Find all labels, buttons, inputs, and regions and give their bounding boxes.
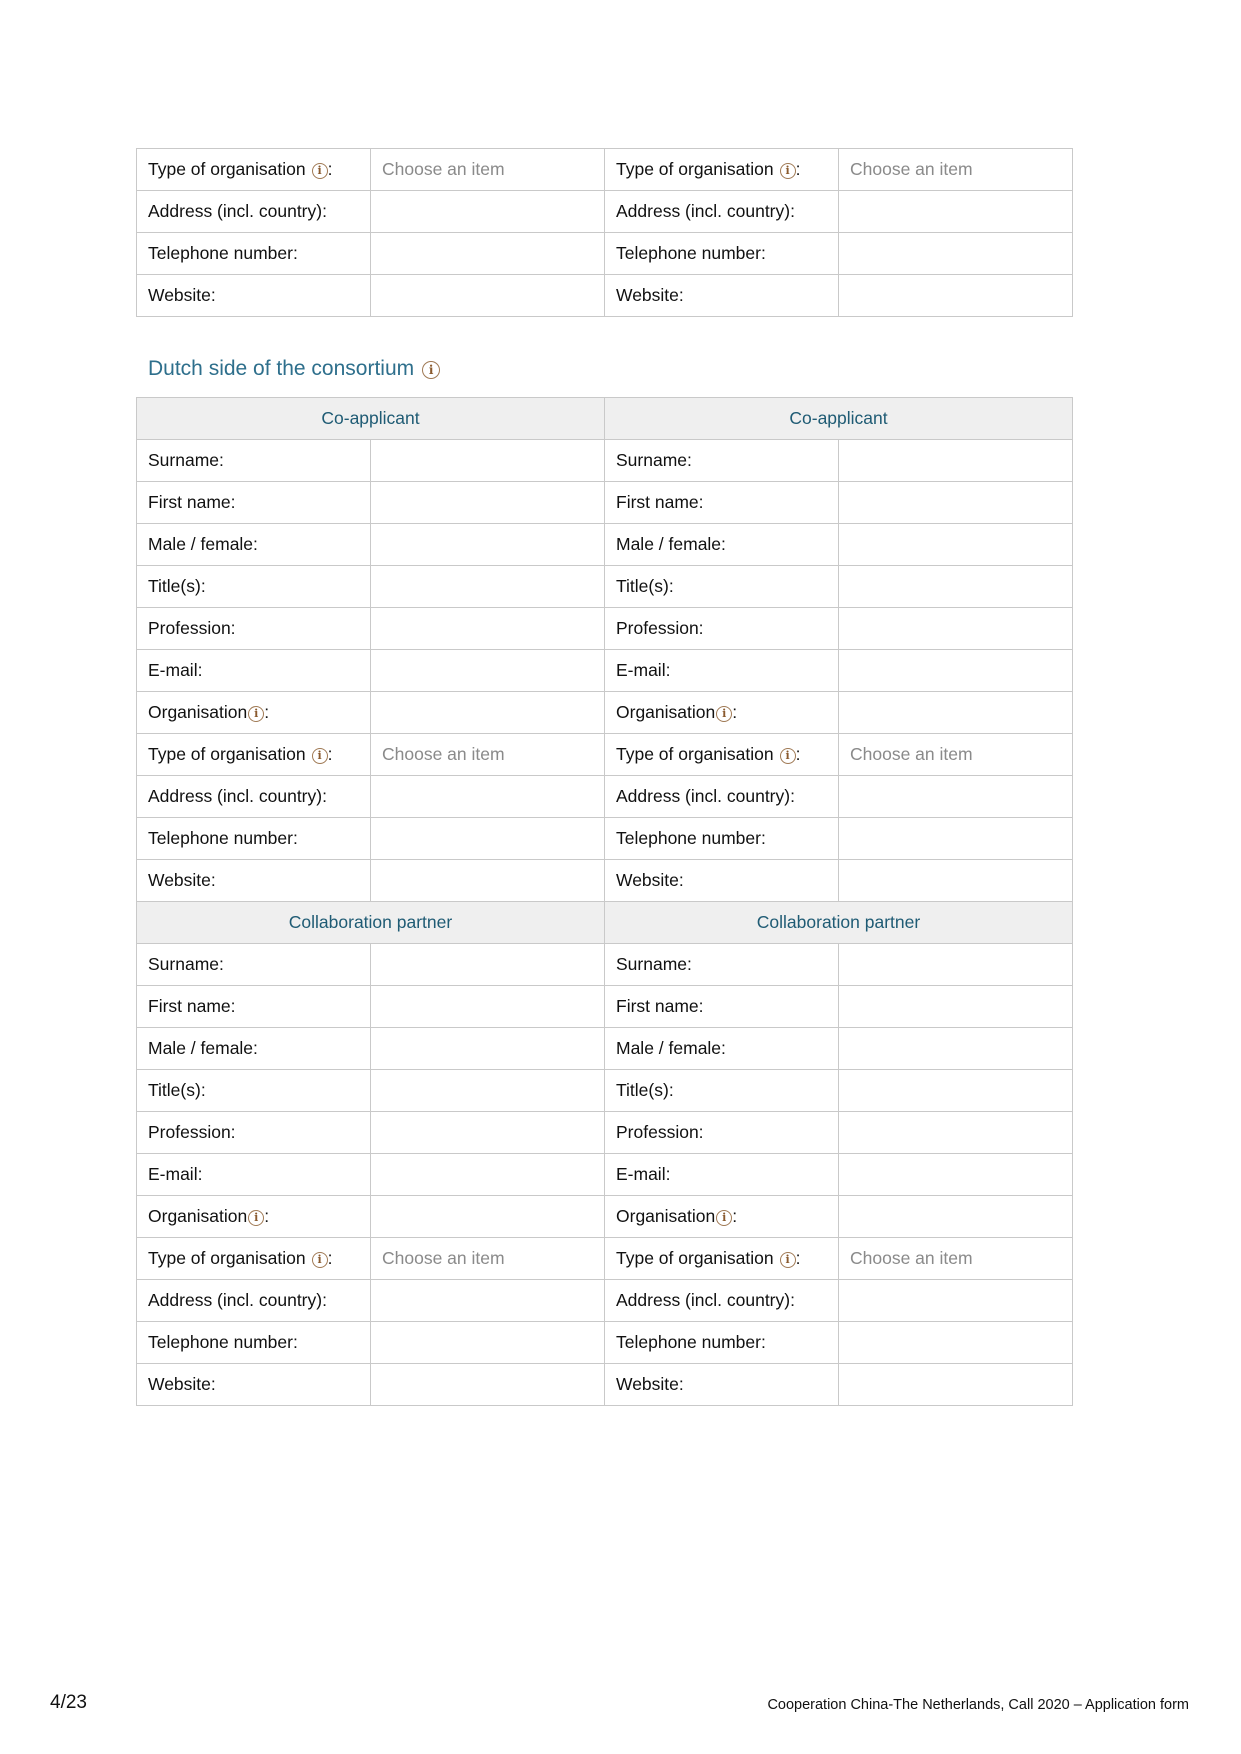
profession-field[interactable] bbox=[371, 608, 605, 650]
table-row bbox=[137, 1280, 1073, 1322]
profession-label: Profession: bbox=[137, 608, 371, 650]
surname-label: Surname: bbox=[137, 944, 371, 986]
collaboration-partner-header: Collaboration partner bbox=[137, 902, 605, 944]
table-row bbox=[137, 692, 1073, 734]
table-row bbox=[137, 734, 1073, 776]
telephone-field[interactable] bbox=[371, 233, 605, 275]
page-number: 4/23 bbox=[50, 1692, 87, 1713]
gender-label: Male / female: bbox=[137, 1028, 371, 1070]
address-field[interactable] bbox=[371, 191, 605, 233]
gender-label: Male / female: bbox=[137, 524, 371, 566]
email-field[interactable] bbox=[839, 1154, 1073, 1196]
titles-field[interactable] bbox=[839, 566, 1073, 608]
type-of-organisation-label: Type of organisation i : bbox=[605, 734, 839, 776]
website-field[interactable] bbox=[371, 860, 605, 902]
first-name-field[interactable] bbox=[371, 482, 605, 524]
website-label: Website: bbox=[605, 275, 839, 317]
website-field[interactable] bbox=[371, 1364, 605, 1406]
type-of-organisation-dropdown[interactable]: Choose an item bbox=[371, 734, 605, 776]
profession-field[interactable] bbox=[371, 1112, 605, 1154]
table-row bbox=[137, 191, 1073, 233]
info-icon[interactable]: i bbox=[780, 1252, 796, 1268]
gender-field[interactable] bbox=[371, 524, 605, 566]
info-icon[interactable]: i bbox=[248, 1210, 264, 1226]
type-of-organisation-label: Type of organisation i : bbox=[605, 149, 839, 191]
email-field[interactable] bbox=[371, 1154, 605, 1196]
surname-field[interactable] bbox=[839, 440, 1073, 482]
table-row bbox=[137, 1322, 1073, 1364]
info-icon[interactable]: i bbox=[716, 706, 732, 722]
gender-label: Male / female: bbox=[605, 1028, 839, 1070]
info-icon[interactable]: i bbox=[780, 163, 796, 179]
organisation-field[interactable] bbox=[839, 692, 1073, 734]
info-icon[interactable]: i bbox=[422, 361, 440, 379]
table-row bbox=[137, 608, 1073, 650]
telephone-field[interactable] bbox=[371, 818, 605, 860]
info-icon[interactable]: i bbox=[716, 1210, 732, 1226]
table-row bbox=[137, 440, 1073, 482]
previous-partner-table bbox=[136, 148, 1073, 317]
table-row bbox=[137, 986, 1073, 1028]
surname-field[interactable] bbox=[371, 440, 605, 482]
gender-label: Male / female: bbox=[605, 524, 839, 566]
type-of-organisation-label: Type of organisation i : bbox=[137, 734, 371, 776]
telephone-label: Telephone number: bbox=[605, 818, 839, 860]
telephone-label: Telephone number: bbox=[137, 1322, 371, 1364]
info-icon[interactable]: i bbox=[312, 1252, 328, 1268]
telephone-label: Telephone number: bbox=[137, 818, 371, 860]
website-field[interactable] bbox=[371, 275, 605, 317]
table-row bbox=[137, 1112, 1073, 1154]
type-of-organisation-dropdown[interactable]: Choose an item bbox=[839, 734, 1073, 776]
organisation-field[interactable] bbox=[371, 692, 605, 734]
profession-label: Profession: bbox=[137, 1112, 371, 1154]
first-name-field[interactable] bbox=[839, 986, 1073, 1028]
type-of-organisation-label: Type of organisation i : bbox=[605, 1238, 839, 1280]
organisation-field[interactable] bbox=[371, 1196, 605, 1238]
first-name-field[interactable] bbox=[371, 986, 605, 1028]
table-row bbox=[137, 482, 1073, 524]
surname-field[interactable] bbox=[371, 944, 605, 986]
co-applicant-header: Co-applicant bbox=[137, 398, 605, 440]
type-of-organisation-label: Type of organisation i : bbox=[137, 1238, 371, 1280]
address-label: Address (incl. country): bbox=[605, 776, 839, 818]
table-row bbox=[137, 1154, 1073, 1196]
email-field[interactable] bbox=[839, 650, 1073, 692]
dutch-consortium-table bbox=[136, 397, 1073, 1406]
address-field[interactable] bbox=[839, 1280, 1073, 1322]
surname-field[interactable] bbox=[839, 944, 1073, 986]
titles-field[interactable] bbox=[371, 1070, 605, 1112]
email-field[interactable] bbox=[371, 650, 605, 692]
type-of-organisation-dropdown[interactable]: Choose an item bbox=[371, 1238, 605, 1280]
table-header-row bbox=[137, 398, 1073, 440]
table-row bbox=[137, 524, 1073, 566]
email-label: E-mail: bbox=[605, 650, 839, 692]
surname-label: Surname: bbox=[605, 944, 839, 986]
website-label: Website: bbox=[137, 860, 371, 902]
co-applicant-header: Co-applicant bbox=[605, 398, 1073, 440]
profession-field[interactable] bbox=[839, 608, 1073, 650]
titles-label: Title(s): bbox=[137, 566, 371, 608]
email-label: E-mail: bbox=[137, 1154, 371, 1196]
section-title: Dutch side of the consortium i bbox=[148, 357, 440, 381]
first-name-field[interactable] bbox=[839, 482, 1073, 524]
info-icon[interactable]: i bbox=[780, 748, 796, 764]
gender-field[interactable] bbox=[371, 1028, 605, 1070]
telephone-field[interactable] bbox=[839, 233, 1073, 275]
table-row bbox=[137, 233, 1073, 275]
table-row bbox=[137, 860, 1073, 902]
table-row bbox=[137, 650, 1073, 692]
titles-field[interactable] bbox=[839, 1070, 1073, 1112]
surname-label: Surname: bbox=[605, 440, 839, 482]
organisation-label: Organisation i : bbox=[137, 692, 371, 734]
telephone-field[interactable] bbox=[371, 1322, 605, 1364]
type-of-organisation-label: Type of organisation i : bbox=[137, 149, 371, 191]
gender-field[interactable] bbox=[839, 524, 1073, 566]
table-row bbox=[137, 566, 1073, 608]
address-field[interactable] bbox=[371, 776, 605, 818]
type-of-organisation-dropdown[interactable]: Choose an item bbox=[839, 1238, 1073, 1280]
telephone-label: Telephone number: bbox=[605, 233, 839, 275]
profession-label: Profession: bbox=[605, 1112, 839, 1154]
table-row bbox=[137, 776, 1073, 818]
table-row bbox=[137, 149, 1073, 191]
footer-text: Cooperation China-The Netherlands, Call 2020 – Application form bbox=[767, 1697, 1189, 1713]
titles-label: Title(s): bbox=[137, 1070, 371, 1112]
info-icon[interactable]: i bbox=[312, 163, 328, 179]
table-row bbox=[137, 818, 1073, 860]
profession-label: Profession: bbox=[605, 608, 839, 650]
table-row bbox=[137, 275, 1073, 317]
website-field[interactable] bbox=[839, 860, 1073, 902]
type-of-organisation-dropdown[interactable]: Choose an item bbox=[371, 149, 605, 191]
table-row bbox=[137, 1364, 1073, 1406]
address-field[interactable] bbox=[839, 776, 1073, 818]
organisation-label: Organisation i : bbox=[137, 1196, 371, 1238]
type-of-organisation-dropdown[interactable]: Choose an item bbox=[839, 149, 1073, 191]
website-label: Website: bbox=[137, 275, 371, 317]
address-label: Address (incl. country): bbox=[137, 1280, 371, 1322]
address-label: Address (incl. country): bbox=[137, 191, 371, 233]
email-label: E-mail: bbox=[605, 1154, 839, 1196]
titles-field[interactable] bbox=[371, 566, 605, 608]
surname-label: Surname: bbox=[137, 440, 371, 482]
table-row bbox=[137, 1238, 1073, 1280]
organisation-label: Organisation i : bbox=[605, 692, 839, 734]
titles-label: Title(s): bbox=[605, 566, 839, 608]
email-label: E-mail: bbox=[137, 650, 371, 692]
profession-field[interactable] bbox=[839, 1112, 1073, 1154]
info-icon[interactable]: i bbox=[312, 748, 328, 764]
website-field[interactable] bbox=[839, 275, 1073, 317]
organisation-field[interactable] bbox=[839, 1196, 1073, 1238]
table-row bbox=[137, 1196, 1073, 1238]
gender-field[interactable] bbox=[839, 1028, 1073, 1070]
website-label: Website: bbox=[137, 1364, 371, 1406]
address-label: Address (incl. country): bbox=[137, 776, 371, 818]
first-name-label: First name: bbox=[137, 482, 371, 524]
collaboration-partner-header: Collaboration partner bbox=[605, 902, 1073, 944]
address-label: Address (incl. country): bbox=[605, 1280, 839, 1322]
website-field[interactable] bbox=[839, 1364, 1073, 1406]
telephone-label: Telephone number: bbox=[605, 1322, 839, 1364]
first-name-label: First name: bbox=[137, 986, 371, 1028]
table-row bbox=[137, 1070, 1073, 1112]
first-name-label: First name: bbox=[605, 482, 839, 524]
table-header-row bbox=[137, 902, 1073, 944]
telephone-field[interactable] bbox=[839, 818, 1073, 860]
table-row bbox=[137, 1028, 1073, 1070]
telephone-label: Telephone number: bbox=[137, 233, 371, 275]
organisation-label: Organisation i : bbox=[605, 1196, 839, 1238]
info-icon[interactable]: i bbox=[248, 706, 264, 722]
address-field[interactable] bbox=[839, 191, 1073, 233]
table-row bbox=[137, 944, 1073, 986]
address-label: Address (incl. country): bbox=[605, 191, 839, 233]
titles-label: Title(s): bbox=[605, 1070, 839, 1112]
address-field[interactable] bbox=[371, 1280, 605, 1322]
website-label: Website: bbox=[605, 1364, 839, 1406]
website-label: Website: bbox=[605, 860, 839, 902]
telephone-field[interactable] bbox=[839, 1322, 1073, 1364]
first-name-label: First name: bbox=[605, 986, 839, 1028]
